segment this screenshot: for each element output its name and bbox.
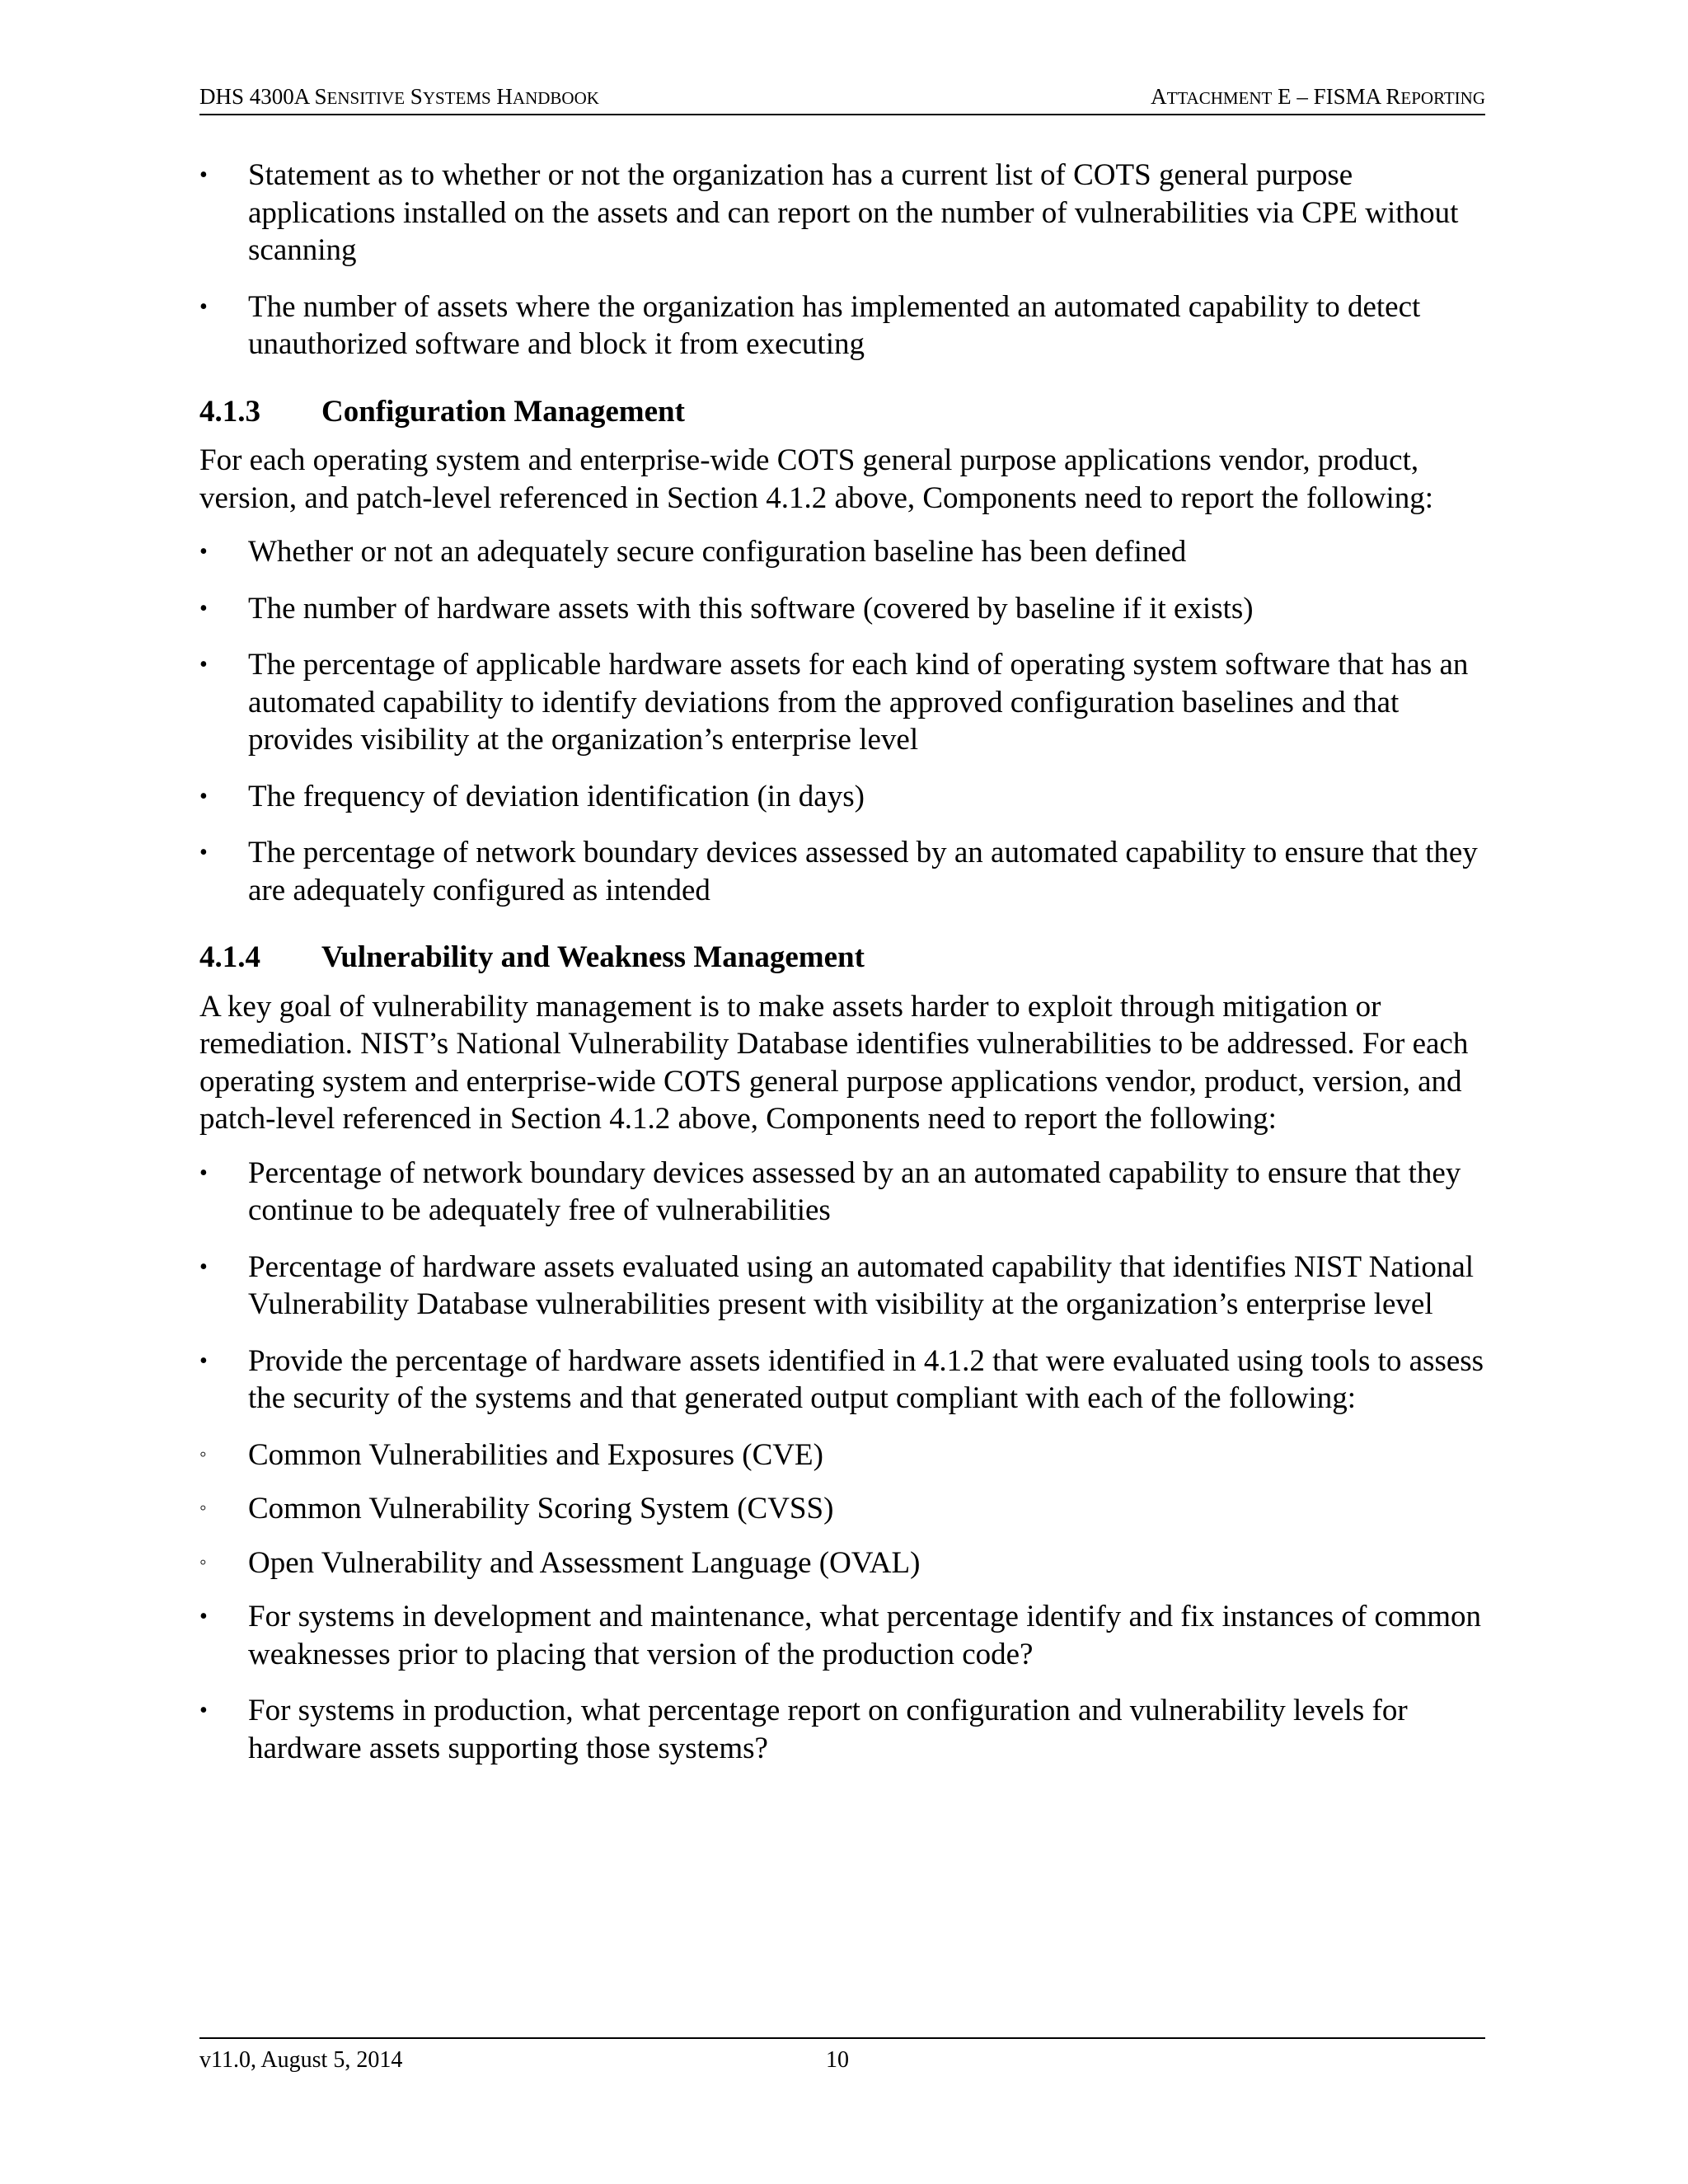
section-heading-4-1-4: 4.1.4 Vulnerability and Weakness Management <box>199 940 865 974</box>
list-item: • The percentage of applicable hardware assets for each kind of operating system software that has an automated capability to identify deviations from the approved configuration baselines and that provides visibility at the organization’s enterprise level <box>199 648 1469 757</box>
running-header <box>199 79 1485 115</box>
header-attachment-title: ATTACHMENT E – FISMA REPORTING <box>1151 84 1485 109</box>
bullet-disc-icon: • <box>199 652 208 677</box>
bullet-disc-icon: • <box>199 1604 208 1629</box>
section-4-1-4-paragraph: A key goal of vulnerability management is to make assets harder to exploit through mitigation or remediation. NIST’s National Vulnerability Database identifies vulnerabilities to be addressed. For each operating system and enterprise-wide COTS general purpose applications vendor, product, version, and patch-level referenced in Section 4.1.2 above, Components need to report the following: <box>199 989 1469 1136</box>
bullet-disc-icon: • <box>199 293 208 320</box>
page-number: 10 <box>826 2047 849 2073</box>
sub-list-item: ◦ Open Vulnerability and Assessment Language (OVAL) <box>199 1544 1493 1582</box>
running-footer <box>199 2037 1485 2073</box>
sub-list-item: ◦ Common Vulnerability Scoring System (CVSS) <box>199 1490 1493 1528</box>
section-4-1-3-paragraph: For each operating system and enterprise-wide COTS general purpose applications vendor, product, version, and patch-level referenced in Section 4.1.2 above, Components need to report the following: <box>199 443 1434 515</box>
list-item: • Provide the percentage of hardware assets identified in 4.1.2 that were evaluated using tools to assess the security of the systems and that generated output compliant with each of the following: <box>199 1343 1484 1415</box>
list-item: • The frequency of deviation identification (in days) <box>199 778 1493 816</box>
list-item: • For systems in production, what percentage report on configuration and vulnerability levels for hardware assets supporting those systems? <box>199 1694 1408 1765</box>
list-item: • The number of assets where the organization has implemented an automated capability to detect unauthorized software and block it from executing <box>199 289 1421 361</box>
list-item: • The percentage of network boundary devices assessed by an automated capability to ensure that they are adequately configured as intended <box>199 836 1478 907</box>
bullet-disc-icon: • <box>199 539 208 565</box>
list-item: • Percentage of hardware assets evaluated using an automated capability that identifies NIST National Vulnerability Database vulnerabilities present with visibility at the organization’s enterprise level <box>199 1249 1475 1321</box>
bullet-disc-icon: • <box>199 840 208 865</box>
bullet-disc-icon: • <box>199 1160 208 1186</box>
header-handbook-title: DHS 4300A SENSITIVE SYSTEMS HANDBOOK <box>199 84 599 109</box>
bullet-disc-icon: • <box>199 1254 208 1280</box>
page-content <box>199 157 1493 1786</box>
sub-list-item: ◦ Common Vulnerabilities and Exposures (CVE) <box>199 1436 1493 1474</box>
list-item: • The number of hardware assets with this software (covered by baseline if it exists) <box>199 590 1493 628</box>
list-item: • For systems in development and maintenance, what percentage identify and fix instances of common weaknesses prior to placing that version of the production code? <box>199 1600 1482 1671</box>
bullet-disc-icon: • <box>199 1698 208 1723</box>
bullet-circle-icon: ◦ <box>199 1551 207 1573</box>
bullet-disc-icon: • <box>199 783 208 809</box>
list-item: • Percentage of network boundary devices assessed by an an automated capability to ensure that they continue to be adequately free of vulnerabilities <box>199 1155 1461 1227</box>
intro-bullet-list <box>199 157 1493 363</box>
bullet-circle-icon: ◦ <box>199 1497 207 1519</box>
section-4-1-3-bullet-list <box>199 533 1493 909</box>
footer-version: v11.0, August 5, 2014 <box>199 2047 403 2073</box>
list-item: • Statement as to whether or not the organization has a current list of COTS general purpose applications installed on the assets and can report on the number of vulnerabilities via CPE without scanning <box>199 158 1459 267</box>
bullet-disc-icon: • <box>199 1347 208 1374</box>
list-item: • Whether or not an adequately secure configuration baseline has been defined <box>199 533 1493 571</box>
bullet-disc-icon: • <box>199 595 208 621</box>
section-heading-4-1-3: 4.1.3 Configuration Management <box>199 394 685 429</box>
bullet-disc-icon: • <box>199 162 208 188</box>
bullet-circle-icon: ◦ <box>199 1443 207 1465</box>
section-4-1-4-bullet-list <box>199 1155 1493 1768</box>
